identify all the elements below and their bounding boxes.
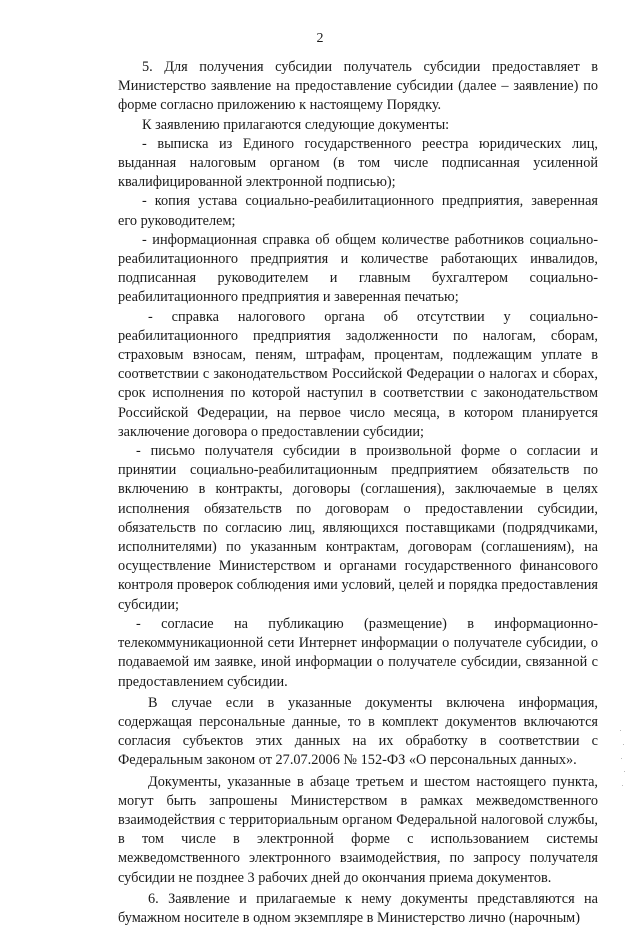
list-item-tax-certificate: - справка налогового органа об отсутствии у социально-реабилитационного предприятия задолженности по налогам, сборам, страховым взносам, пеням, штрафам, процентам, подлежащим уплате в соответствии с законодательством Российской Федерации о налогах и сборах, срок исполнения по которой наступил в соответствии с законодательством Российской Федерации, на первое число месяца, в котором планируется заключение договора о предоставлении субсидии; <box>118 308 598 440</box>
document-body <box>118 58 598 928</box>
paragraph-interagency-request: Документы, указанные в абзаце третьем и шестом настоящего пункта, могут быть запрошены Министерством в рамках межведомственного взаимодействия с территориальным органом Федеральной налоговой службы, в том числе в электронной форме с использованием системы межведомственного электронного взаимодействия, по запросу получателя субсидии не позднее 3 рабочих дней до окончания приема документов. <box>118 773 598 886</box>
paragraph-personal-data: В случае если в указанные документы включена информация, содержащая персональные данные, то в комплект документов включаются согласия субъектов этих данных на их обработку в соответствии с Федеральным законом от 27.07.2006 № 152-ФЗ «О персональных данных». <box>118 694 598 769</box>
list-item-consent-letter: - письмо получателя субсидии в произвольной форме о согласии и принятии социально-реабилитационным предприятием обязательств по включению в контракты, договоры (соглашения), заключаемые в целях исполнения обязательств по договорам о предоставлении субсидии, обязательств по согласию лиц, являющихся поставщиками (подрядчиками, исполнителями) по указанным контрактам, договорам (соглашениям), на осуществление Министерством и органами государственного финансового контроля проверок соблюдения ими условий, целей и порядка предоставления субсидии; <box>118 443 598 613</box>
list-item-charter-copy: - копия устава социально-реабилитационного предприятия, заверенная его руководителем; <box>118 193 598 229</box>
list-item-egrul-extract: - выписка из Единого государственного реестра юридических лиц, выданная налоговым органом (в том числе подписанная усиленной квалифицированной электронной подписью); <box>118 135 598 191</box>
page-number: 2 <box>316 31 324 46</box>
paragraph-documents-intro: К заявлению прилагаются следующие документы: <box>142 116 450 133</box>
paragraph-item-6: 6. Заявление и прилагаемые к нему документы представляются на бумажном носителе в одном экземпляре в Министерство лично (нарочным) <box>118 890 598 926</box>
paragraph-item-5: 5. Для получения субсидии получатель субсидии предоставляет в Министерство заявление на предоставление субсидии (далее – заявление) по форме согласно приложению к настоящему Порядку. <box>118 59 598 114</box>
list-item-publication-consent: - согласие на публикацию (размещение) в информационно-телекоммуникационной сети Интернет информации о получателе субсидии, о подаваемой им заявке, иной информации о получателе субсидии, связанной с предоставлением субсидии. <box>118 615 598 690</box>
list-item-employees-info: - информационная справка об общем количестве работников социально-реабилитационного предприятия и количестве работающих инвалидов, подписанная руководителем и главным бухгалтером социально-реабилитационного предприятия и заверенная печатью; <box>118 231 598 306</box>
